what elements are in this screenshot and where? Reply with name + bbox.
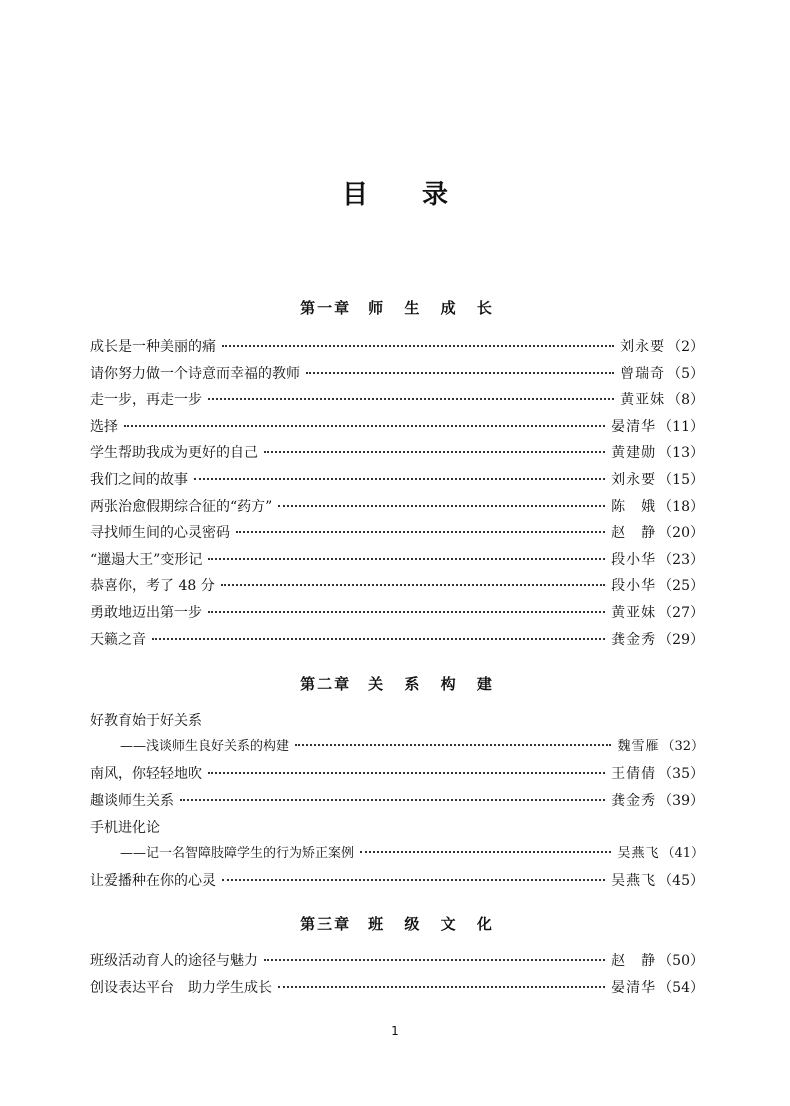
entry-author: 黄亚妹 <box>620 392 666 408</box>
toc-entry <box>90 389 704 411</box>
page-number: 1 <box>391 1024 399 1038</box>
toc-entry <box>90 469 704 491</box>
toc-entry <box>90 363 704 385</box>
dot-leader <box>236 531 605 533</box>
toc-entry <box>90 442 704 464</box>
entry-page: （8） <box>667 392 704 408</box>
entry-page: （11） <box>658 419 704 435</box>
entry-title: 让爱播种在你的心灵 <box>90 873 216 889</box>
dot-leader <box>180 799 605 801</box>
dot-leader <box>194 478 605 480</box>
entry-author: 王倩倩 <box>611 766 657 782</box>
chapter-heading: 第一章 师 生 成 长 <box>300 299 494 317</box>
entry-page: （25） <box>658 578 704 594</box>
dot-leader <box>208 398 614 400</box>
dot-leader <box>222 879 605 881</box>
entry-page: （23） <box>658 552 704 568</box>
entry-page: （32） <box>661 739 704 754</box>
toc-entry <box>90 977 704 999</box>
toc-entry <box>90 496 704 518</box>
entry-author: 赵 静 <box>611 525 657 541</box>
entry-page: （15） <box>658 472 704 488</box>
dot-leader <box>295 744 611 746</box>
dot-leader <box>278 505 605 507</box>
entry-author: 晏清华 <box>611 419 657 435</box>
dot-leader <box>208 558 605 560</box>
dot-leader <box>221 584 605 586</box>
entry-title: 勇敢地迈出第一步 <box>90 605 202 621</box>
entry-title: 南风，你轻轻地吹 <box>90 766 202 782</box>
dot-leader <box>222 345 614 347</box>
toc-entry <box>90 416 704 438</box>
toc-entry <box>90 950 704 972</box>
toc-entry <box>90 763 704 785</box>
entry-author: 刘永要 <box>611 472 657 488</box>
entry-title: 寻找师生间的心灵密码 <box>90 525 230 541</box>
entry-page: （5） <box>667 366 704 382</box>
entry-page: （20） <box>658 525 704 541</box>
entry-author: 魏雪雁 <box>617 739 660 754</box>
toc-entry <box>90 336 704 358</box>
toc-entry <box>120 843 704 865</box>
toc-entry <box>90 790 704 812</box>
entry-author: 黄亚妹 <box>611 605 657 621</box>
chapter-heading: 第三章 班 级 文 化 <box>300 915 494 933</box>
entry-author: 段小华 <box>611 578 657 594</box>
entry-page: （45） <box>658 873 704 889</box>
entry-page: （2） <box>667 339 704 355</box>
dot-leader <box>208 772 605 774</box>
dot-leader <box>360 851 611 853</box>
entry-page: （39） <box>658 793 704 809</box>
entry-title: 创设表达平台 助力学生成长 <box>90 980 272 996</box>
toc-entry <box>90 870 704 892</box>
entry-title: 天籁之音 <box>90 632 146 648</box>
dot-leader <box>306 372 614 374</box>
toc-entry <box>90 602 704 624</box>
entry-author: 吴燕飞 <box>617 846 660 861</box>
entry-title: 走一步，再走一步 <box>90 392 202 408</box>
chapter-heading: 第二章 关 系 构 建 <box>300 675 494 693</box>
entry-title: 选择 <box>90 419 118 435</box>
entry-title: 请你努力做一个诗意而幸福的教师 <box>90 366 300 382</box>
entry-title: 班级活动育人的途径与魅力 <box>90 953 258 969</box>
entry-author: 黄建勋 <box>611 445 657 461</box>
dot-leader <box>124 425 605 427</box>
toc-entry <box>90 549 704 571</box>
entry-author: 龚金秀 <box>611 793 657 809</box>
entry-title: 手机进化论 <box>90 820 160 836</box>
dot-leader <box>264 959 605 961</box>
entry-author: 刘永要 <box>620 339 666 355</box>
entry-title: 学生帮助我成为更好的自己 <box>90 445 258 461</box>
entry-title: 恭喜你，考了 48 分 <box>90 578 215 594</box>
toc-entry <box>90 522 704 544</box>
entry-title: “邋遢大王”变形记 <box>90 552 203 568</box>
entry-page: （54） <box>658 980 704 996</box>
entry-author: 龚金秀 <box>611 632 657 648</box>
entry-subtitle: ——记一名智障肢障学生的行为矫正案例 <box>120 846 355 861</box>
entry-title: 好教育始于好关系 <box>90 713 202 729</box>
entry-page: （13） <box>658 445 704 461</box>
entry-title: 成长是一种美丽的痛 <box>90 339 216 355</box>
entry-page: （18） <box>658 499 704 515</box>
toc-entry <box>90 575 704 597</box>
dot-leader <box>152 638 605 640</box>
entry-page: （35） <box>658 766 704 782</box>
entry-author: 赵 静 <box>611 953 657 969</box>
entry-title: 我们之间的故事 <box>90 472 188 488</box>
page-title: 目录 <box>341 180 502 210</box>
entry-subtitle: ——浅谈师生良好关系的构建 <box>120 739 290 754</box>
entry-page: （41） <box>661 846 704 861</box>
dot-leader <box>264 451 605 453</box>
entry-page: （50） <box>658 953 704 969</box>
entry-author: 陈 娥 <box>611 499 657 515</box>
dot-leader <box>208 611 605 613</box>
dot-leader <box>278 986 605 988</box>
entry-author: 曾瑞奇 <box>620 366 666 382</box>
entry-title: 两张治愈假期综合征的“药方” <box>90 499 273 515</box>
toc-entry <box>90 629 704 651</box>
entry-title: 趣谈师生关系 <box>90 793 174 809</box>
entry-author: 吴燕飞 <box>611 873 657 889</box>
entry-page: （27） <box>658 605 704 621</box>
entry-author: 晏清华 <box>611 980 657 996</box>
toc-entry <box>120 736 704 758</box>
entry-page: （29） <box>658 632 704 648</box>
entry-author: 段小华 <box>611 552 657 568</box>
